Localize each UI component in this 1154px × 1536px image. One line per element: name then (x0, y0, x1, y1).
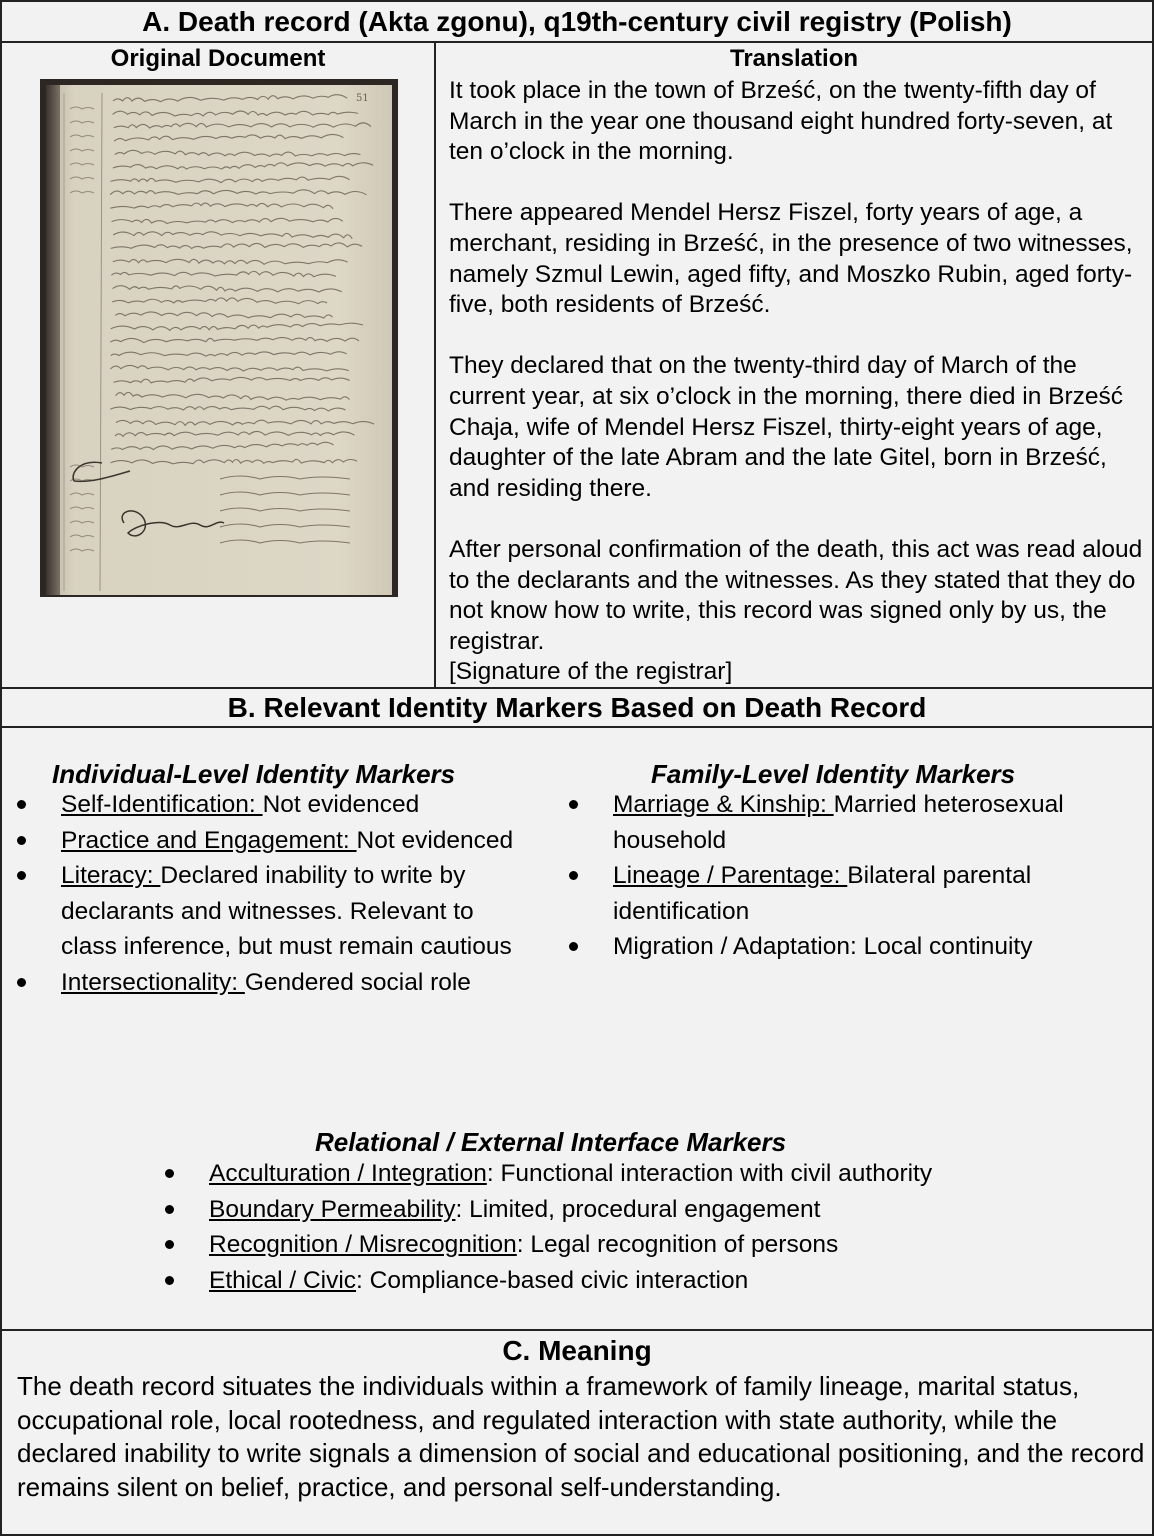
list-item (13, 858, 533, 965)
list-item (13, 787, 533, 823)
list-item (161, 1192, 1061, 1228)
translation-text (449, 76, 1144, 688)
marker-label: Recognition / Misrecognition (209, 1231, 517, 1258)
list-item (161, 1263, 1061, 1299)
list-item (565, 929, 1135, 965)
marker-label: Intersectionality: (61, 968, 245, 996)
family-markers-list (565, 787, 1135, 965)
list-item (565, 787, 1135, 858)
list-item (565, 858, 1135, 929)
translation-paragraph: After personal confirmation of the death, this act was read aloud to the declarants and the witnesses. As they stated that they do not know how to write, this record was signed only by us, the registrar. (449, 535, 1143, 655)
divider-line (2, 687, 1152, 689)
meaning-text: The death record situates the individuals within a framework of family lineage, marital status, occupational role, local rootedness, and regulated interaction with state authority, while the declared inability to write signals a dimension of social and educational positioning, and the record remains silent on belief, practice, and personal self-understanding. (17, 1371, 1145, 1502)
marker-label: Literacy: (61, 862, 161, 889)
translation-paragraph: They declared that on the twenty-third day of March of the current year, at six o’clock in the morning, there died in Brześć Chaja, wife of Mendel Hersz Fiszel, thirty-eight years of age, daughter of the late Abram and the late Gitel, born in Brześć, and residing there. (449, 352, 1124, 502)
marker-text: : Functional interaction with civil authority (486, 1160, 933, 1187)
marker-text: Married heterosexual household (613, 791, 1064, 854)
marker-label: Practice and Engagement: (61, 826, 357, 854)
marker-label: Ethical / Civic (209, 1266, 357, 1294)
translation-heading: Translation (729, 45, 859, 72)
marker-label: Self-Identification: (61, 791, 263, 818)
divider-line (2, 726, 1152, 728)
marker-label: Acculturation / Integration (209, 1160, 487, 1187)
individual-markers-heading: Individual-Level Identity Markers (52, 759, 456, 789)
list-item (161, 1227, 1061, 1263)
marker-text: Not evidenced (262, 791, 420, 818)
marker-text: Bilateral parental identification (613, 862, 1032, 925)
section-b-title: B. Relevant Identity Markers Based on Death Record (227, 692, 927, 723)
marker-label: Lineage / Parentage: (613, 862, 848, 889)
translation-paragraph: It took place in the town of Brześć, on the twenty-fifth day of March in the year one thousand eight hundred forty-seven, at ten o’clock in the morning. (449, 77, 1113, 166)
marker-text: Gendered social role (244, 968, 471, 996)
marker-text: Migration / Adaptation: Local continuity (613, 933, 1033, 960)
section-c-title: C. Meaning (502, 1335, 652, 1366)
svg-text:51: 51 (356, 93, 369, 104)
marker-text: : Compliance-based civic interaction (356, 1266, 749, 1294)
column-divider (434, 42, 436, 688)
signature-note: [Signature of the registrar] (449, 658, 733, 686)
list-item (13, 823, 533, 859)
list-item (161, 1156, 1061, 1192)
relational-markers-list (161, 1156, 1061, 1298)
section-a-title: A. Death record (Akta zgonu), q19th-century civil registry (Polish) (142, 6, 1012, 37)
individual-markers-list (13, 787, 533, 1000)
marker-text: : Limited, procedural engagement (455, 1195, 821, 1223)
family-markers-heading: Family-Level Identity Markers (651, 759, 1016, 789)
divider-line (2, 1329, 1152, 1331)
marker-text: : Legal recognition of persons (516, 1231, 839, 1258)
original-document-heading: Original Document (110, 45, 326, 72)
translation-paragraph: There appeared Mendel Hersz Fiszel, forty years of age, a merchant, residing in Brześć, in the presence of two witnesses, namely Szmul Lewin, aged fifty, and Moszko Rubin, aged forty-five, both residents of Brześć. (449, 199, 1133, 319)
relational-markers-heading: Relational / External Interface Markers (315, 1127, 787, 1157)
marker-label: Boundary Permeability (209, 1195, 456, 1223)
marker-label: Marriage & Kinship: (613, 791, 834, 818)
marker-text: Declared inability to write by declarants and witnesses. Relevant to class inference, but must remain cautious (61, 862, 512, 960)
divider-line (2, 41, 1152, 43)
original-document-image (40, 79, 398, 597)
list-item (13, 965, 533, 1001)
marker-text: Not evidenced (356, 826, 514, 854)
